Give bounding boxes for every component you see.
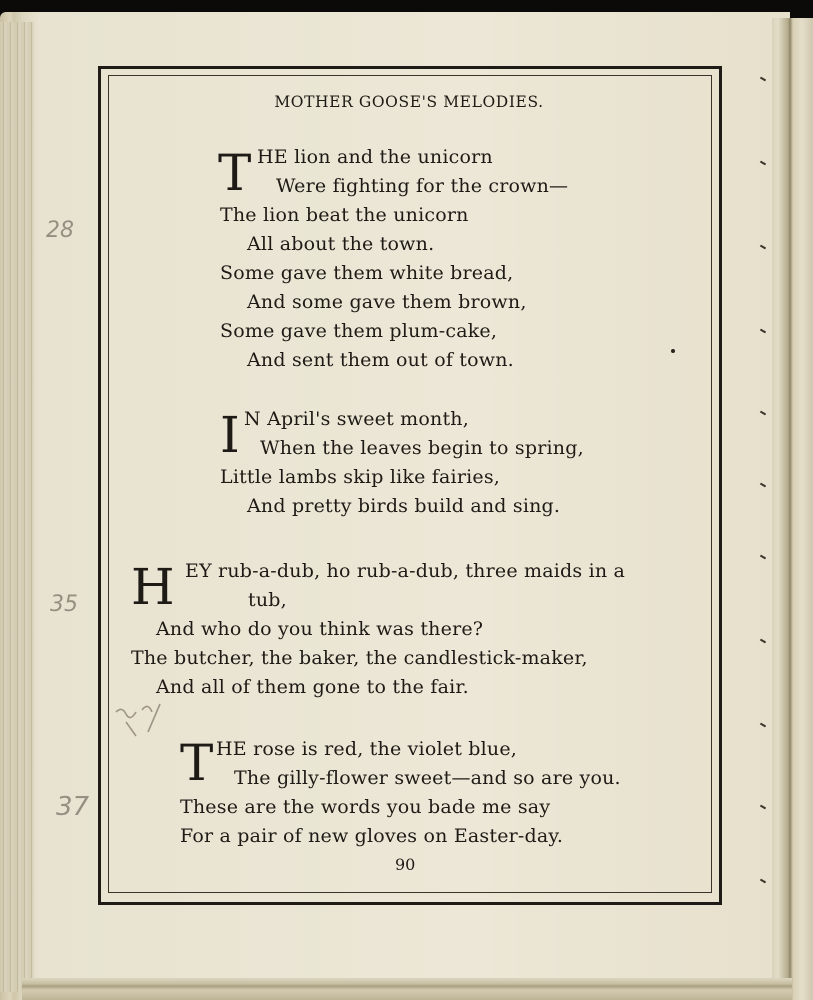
page-stack-edge xyxy=(0,22,34,992)
verse-line: EY rub-a-dub, ho rub-a-dub, three maids in a xyxy=(185,560,626,582)
page-number: 90 xyxy=(395,855,416,874)
page-header: MOTHER GOOSE'S MELODIES. xyxy=(274,93,544,111)
verse-line: tub, xyxy=(248,589,287,611)
verse-line: The butcher, the baker, the candlestick-maker, xyxy=(131,647,588,669)
right-page-edge xyxy=(772,18,813,1000)
drop-cap: I xyxy=(220,406,240,464)
verse-line: And pretty birds build and sing. xyxy=(247,495,561,517)
drop-cap: H xyxy=(131,558,175,616)
verse-line: The lion beat the unicorn xyxy=(220,204,469,226)
verse-line: The gilly-flower sweet—and so are you. xyxy=(234,767,621,789)
drop-cap: T xyxy=(180,734,214,792)
verse-line: And sent them out of town. xyxy=(247,349,514,371)
verse-line: And all of them gone to the fair. xyxy=(156,676,469,698)
verse-line: All about the town. xyxy=(247,233,435,255)
verse-line: Some gave them plum-cake, xyxy=(220,320,498,342)
verse-line: HE lion and the unicorn xyxy=(257,146,493,168)
margin-note: 35 xyxy=(50,592,78,617)
verse-line: HE rose is red, the violet blue, xyxy=(216,738,518,760)
verse-line: Little lambs skip like fairies, xyxy=(220,466,501,488)
margin-note: 28 xyxy=(46,218,74,243)
drop-cap: T xyxy=(218,144,252,202)
margin-note: 37 xyxy=(56,792,90,822)
bottom-page-edge xyxy=(22,978,792,1000)
verse-line: N April's sweet month, xyxy=(244,408,469,430)
verse-line: When the leaves begin to spring, xyxy=(260,437,584,459)
verse-line: And some gave them brown, xyxy=(247,291,527,313)
verse-line: For a pair of new gloves on Easter-day. xyxy=(180,825,564,847)
verse-line: Some gave them white bread, xyxy=(220,262,514,284)
verse-line: These are the words you bade me say xyxy=(180,796,551,818)
verse-line: And who do you think was there? xyxy=(156,618,484,640)
verse-line: Were fighting for the crown— xyxy=(276,175,569,197)
